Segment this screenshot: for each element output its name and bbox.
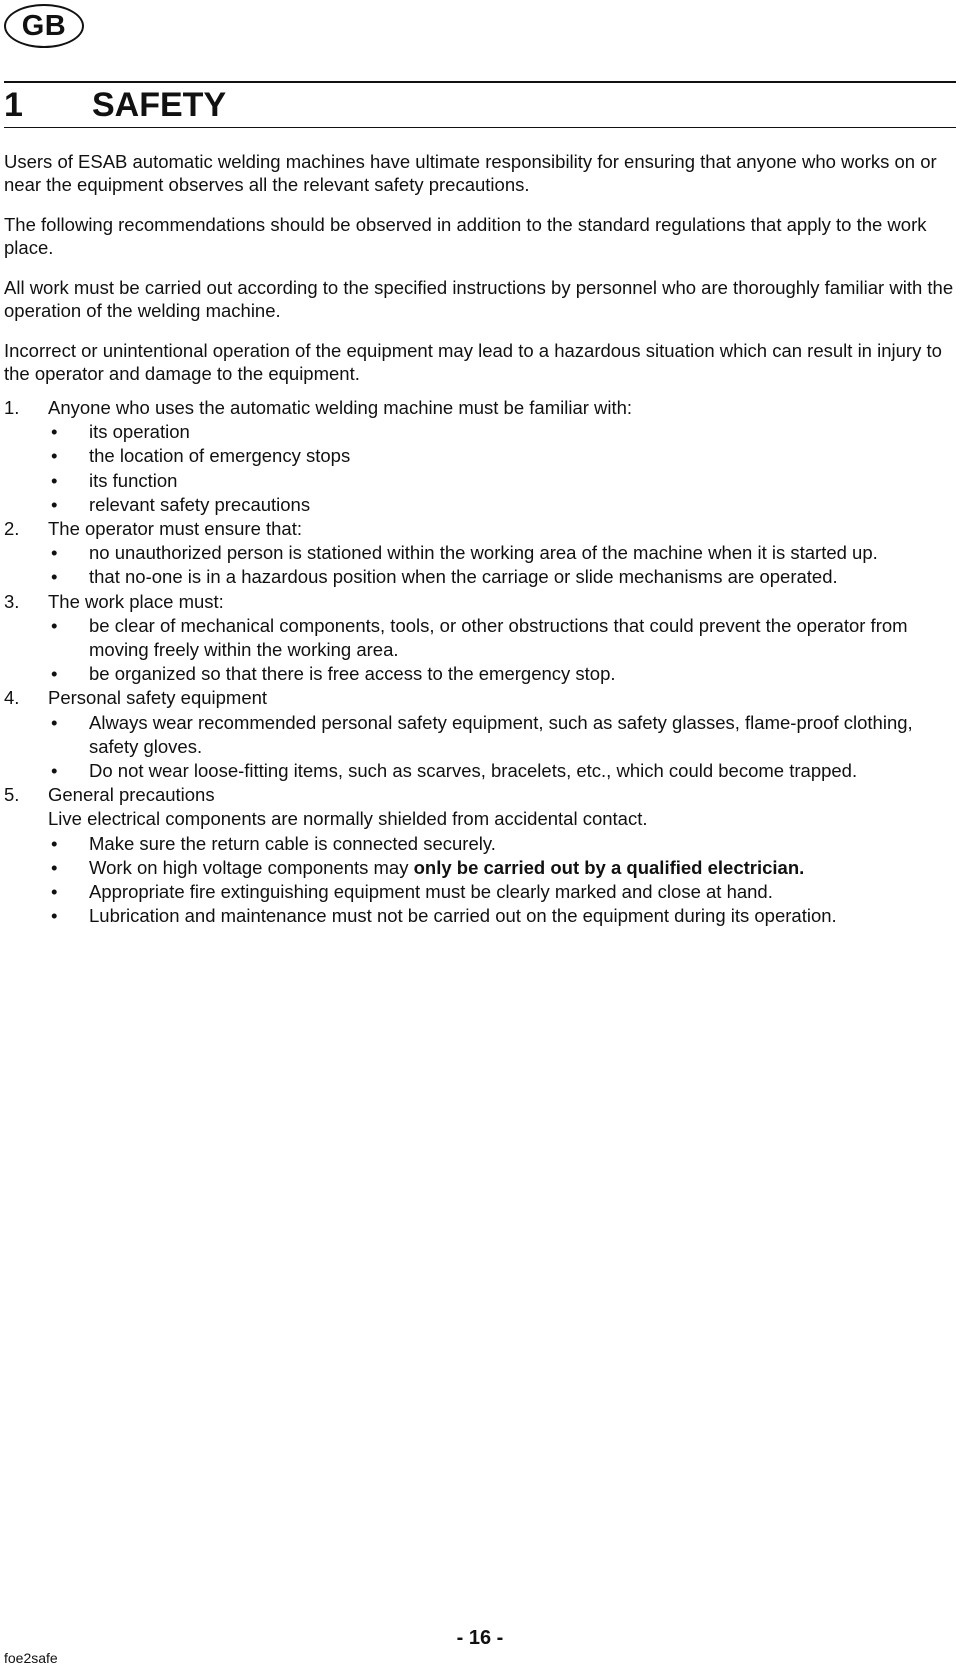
bullet-item	[48, 711, 956, 759]
bullet-icon: •	[51, 445, 58, 467]
section-number: 1	[4, 86, 23, 124]
bullet-text: Make sure the return cable is connected securely.	[89, 832, 496, 854]
bullet-text: be organized so that there is free access to the emergency stop.	[89, 663, 616, 685]
bullet-icon: •	[51, 663, 58, 685]
bullet-icon: •	[51, 421, 58, 443]
bullet-icon: •	[51, 614, 58, 636]
bullet-item	[48, 856, 956, 880]
item-note: Live electrical components are normally shielded from accidental contact.	[48, 808, 648, 830]
bullet-text: the location of emergency stops	[89, 445, 351, 467]
bullet-item	[48, 832, 956, 856]
item-text: The operator must ensure that:	[48, 518, 302, 540]
list-item	[4, 396, 956, 420]
item-number: 4.	[4, 687, 20, 709]
bullet-icon: •	[51, 881, 58, 903]
list-item	[4, 517, 956, 541]
bullet-icon: •	[51, 760, 58, 782]
bullet-item	[48, 444, 956, 468]
item-number: 1.	[4, 397, 20, 418]
bullet-item	[48, 469, 956, 493]
bullet-text: Do not wear loose-fitting items, such as scarves, bracelets, etc., which could become trapped.	[89, 760, 858, 782]
heading-rule-bottom	[4, 127, 956, 128]
bullet-text: be clear of mechanical components, tools, or other obstructions that could prevent the operator from moving freely within the working area.	[89, 614, 908, 661]
gb-badge: GB	[4, 4, 84, 48]
document-code: foe2safe	[4, 1650, 58, 1666]
item-number: 3.	[4, 590, 20, 612]
bullet-item	[48, 904, 956, 928]
intro-paragraph: The following recommendations should be observed in addition to the standard regulations that apply to the work place.	[4, 214, 927, 258]
bullet-icon: •	[51, 905, 58, 927]
item-text: Anyone who uses the automatic welding machine must be familiar with:	[48, 397, 633, 418]
bullet-icon: •	[51, 856, 58, 878]
bullet-item	[48, 493, 956, 517]
bullet-text: no unauthorized person is stationed within the working area of the machine when it is started up.	[89, 542, 878, 564]
bullet-text: its function	[89, 469, 178, 491]
item-text: General precautions	[48, 784, 215, 806]
item-number: 2.	[4, 518, 20, 540]
bullet-item	[48, 614, 956, 662]
intro-paragraph: Users of ESAB automatic welding machines have ultimate responsibility for ensuring that anyone who works on or near the equipment observes all the relevant safety precautions.	[4, 151, 937, 195]
bullet-item	[48, 541, 956, 565]
page-number: - 16 -	[456, 1627, 504, 1649]
bullet-text-normal: Work on high voltage components may	[89, 856, 414, 878]
bullet-text: relevant safety precautions	[89, 493, 311, 515]
bullet-icon: •	[51, 469, 58, 491]
heading-rule-top	[4, 81, 956, 83]
item-number: 5.	[4, 784, 20, 806]
bullet-item	[48, 565, 956, 589]
bullet-icon: •	[51, 542, 58, 564]
bullet-item	[48, 759, 956, 783]
bullet-icon: •	[51, 493, 58, 515]
bullet-text: that no-one is in a hazardous position when the carriage or slide mechanisms are operated.	[89, 566, 838, 588]
intro-paragraph: All work must be carried out according to the specified instructions by personnel who are thoroughly familiar with the operation of the welding machine.	[4, 277, 954, 321]
list-item	[4, 783, 956, 807]
list-item	[4, 590, 956, 614]
bullet-text: Always wear recommended personal safety equipment, such as safety glasses, flame-proof clothing, safety gloves.	[89, 711, 913, 757]
item-text: The work place must:	[48, 590, 224, 612]
bullet-icon: •	[51, 711, 58, 733]
bullet-icon: •	[51, 566, 58, 588]
bullet-text-bold: only be carried out by a qualified electrician.	[413, 856, 805, 878]
bullet-item	[48, 662, 956, 686]
bullet-text	[89, 856, 956, 880]
safety-list	[4, 396, 956, 928]
bullet-text: Appropriate fire extinguishing equipment must be clearly marked and close at hand.	[89, 881, 773, 903]
list-item	[4, 686, 956, 710]
bullet-icon: •	[51, 832, 58, 854]
bullet-item	[48, 880, 956, 904]
section-heading	[4, 84, 226, 126]
bullet-item	[48, 420, 956, 444]
page-content	[4, 151, 956, 928]
bullet-text: Lubrication and maintenance must not be carried out on the equipment during its operation.	[89, 905, 837, 927]
section-title: SAFETY	[92, 86, 227, 124]
item-text: Personal safety equipment	[48, 687, 268, 709]
intro-paragraph: Incorrect or unintentional operation of the equipment may lead to a hazardous situation which can result in injury to the operator and damage to the equipment.	[4, 340, 942, 384]
bullet-text: its operation	[89, 421, 190, 443]
